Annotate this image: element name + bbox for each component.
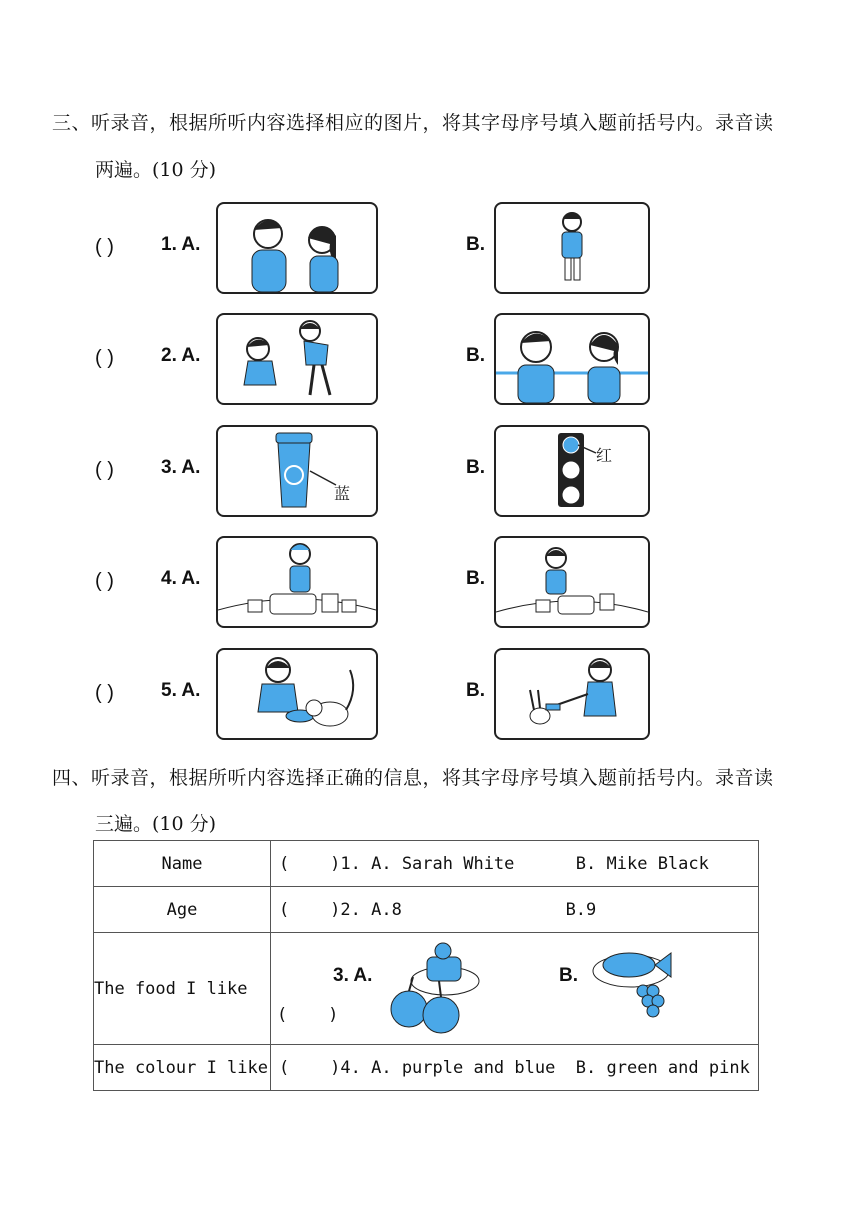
- answer-paren[interactable]: ( ): [277, 1005, 339, 1025]
- picture-talking-adult-girl: [216, 202, 378, 294]
- answer-paren[interactable]: ( ): [95, 347, 114, 369]
- picture-boy-helping-girl: [216, 313, 378, 405]
- picture-traffic-light: [494, 425, 650, 517]
- question-4: [95, 536, 655, 628]
- question-3: [95, 425, 655, 517]
- section4-title: 四、听录音，根据所听内容选择正确的信息，将其字母序号填入题前括号内。录音读: [52, 767, 774, 789]
- question-label: 3. A.: [333, 965, 373, 986]
- option-b-label: B.: [466, 568, 485, 589]
- row-label: Age: [94, 887, 271, 933]
- picture-fish-and-grapes: [591, 941, 681, 1021]
- answer-paren[interactable]: ( ): [95, 459, 114, 481]
- answer-paren[interactable]: ( ): [95, 570, 114, 592]
- option-b-label: B.: [559, 965, 578, 986]
- row-label: Name: [94, 841, 271, 887]
- table-row: [94, 887, 759, 933]
- picture-cake-and-apples: [383, 937, 483, 1041]
- section4-title-cont: 三遍。(10 分): [95, 813, 217, 835]
- question-2: [95, 313, 655, 405]
- light-color-tag: 红: [596, 446, 613, 465]
- question-label: 5. A.: [161, 680, 201, 701]
- picture-boy-feeding-cat: [216, 648, 378, 740]
- option-b-label: B.: [466, 680, 485, 701]
- row-label: The colour I like: [94, 1045, 271, 1091]
- question-label: 4. A.: [161, 568, 201, 589]
- option-b-label: B.: [466, 457, 485, 478]
- bin-color-tag: 蓝: [334, 484, 351, 503]
- row-content[interactable]: ( )4. A. purple and blue B. green and pink: [279, 1057, 750, 1078]
- picture-girl-with-cake-and-gifts: [494, 536, 650, 628]
- question-label: 1. A.: [161, 234, 201, 255]
- option-b-label: B.: [466, 234, 485, 255]
- picture-girl-feeding-rabbit: [494, 648, 650, 740]
- table-row: [94, 841, 759, 887]
- info-table: [93, 840, 759, 1091]
- row-label: The food I like: [94, 933, 271, 1045]
- row-content[interactable]: ( )1. A. Sarah White B. Mike Black: [279, 853, 709, 874]
- row-content[interactable]: ( )2. A.8 B.9: [279, 899, 597, 920]
- question-1: [95, 202, 655, 294]
- section3-title-cont: 两遍。(10 分): [95, 159, 217, 181]
- picture-boy-with-backpack: [494, 202, 650, 294]
- picture-girl-with-birthday-cake: [216, 536, 378, 628]
- question-label: 2. A.: [161, 345, 201, 366]
- table-row: [94, 933, 759, 1045]
- answer-paren[interactable]: ( ): [95, 236, 114, 258]
- picture-blue-recycle-bin: [216, 425, 378, 517]
- section3-title: 三、听录音，根据所听内容选择相应的图片，将其字母序号填入题前括号内。录音读: [52, 112, 774, 134]
- food-options-cell: [271, 933, 759, 1045]
- picture-boy-and-girl-waving: [494, 313, 650, 405]
- answer-paren[interactable]: ( ): [95, 682, 114, 704]
- table-row: [94, 1045, 759, 1091]
- question-5: [95, 648, 655, 740]
- option-b-label: B.: [466, 345, 485, 366]
- question-label: 3. A.: [161, 457, 201, 478]
